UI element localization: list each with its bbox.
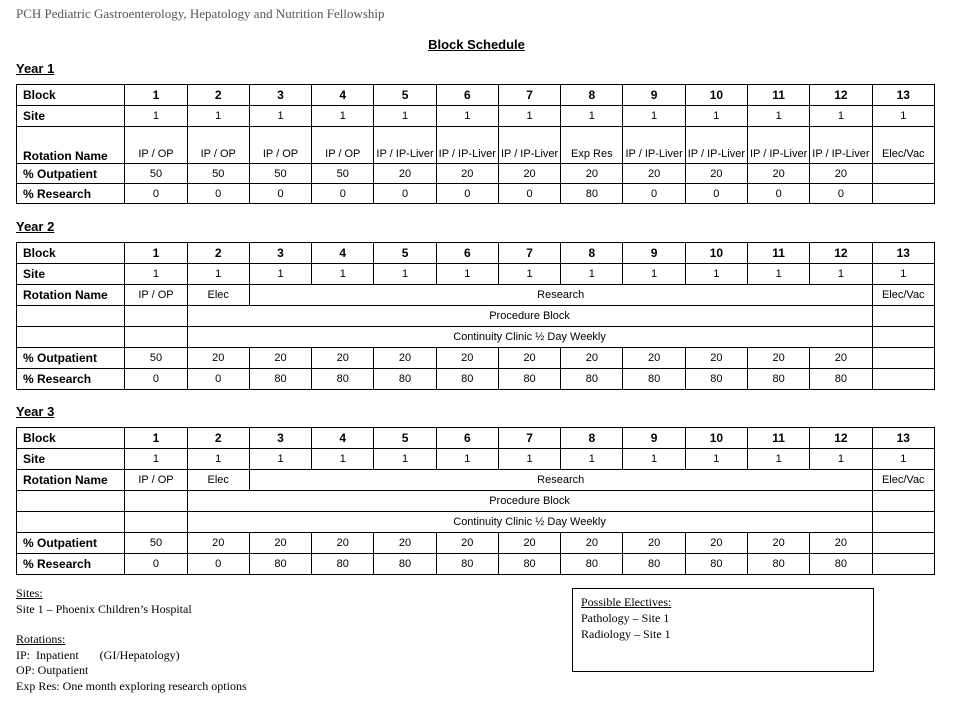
research-cell: 0 bbox=[748, 184, 810, 204]
rotation-research-span: Research bbox=[249, 470, 872, 491]
outpatient-cell: 20 bbox=[312, 348, 374, 369]
site-cell: 1 bbox=[249, 264, 311, 285]
outpatient-cell: 50 bbox=[249, 164, 311, 184]
year2-research-row bbox=[17, 369, 935, 390]
page-title: Block Schedule bbox=[428, 37, 525, 52]
block-number-cell: 5 bbox=[374, 85, 436, 106]
row-label-research: % Research bbox=[17, 554, 125, 575]
site-cell: 1 bbox=[374, 106, 436, 127]
research-cell: 80 bbox=[685, 554, 747, 575]
year3-outpatient-row bbox=[17, 533, 935, 554]
outpatient-cell: 20 bbox=[498, 348, 560, 369]
outpatient-cell: 50 bbox=[125, 533, 187, 554]
block-number-cell: 10 bbox=[685, 85, 747, 106]
block-number-cell: 4 bbox=[312, 85, 374, 106]
research-cell: 0 bbox=[436, 184, 498, 204]
outpatient-cell: 20 bbox=[748, 164, 810, 184]
block-number-cell: 6 bbox=[436, 243, 498, 264]
rotation-cell: Elec/Vac bbox=[872, 285, 934, 306]
site-cell: 1 bbox=[623, 449, 685, 470]
elective-item: Radiology – Site 1 bbox=[581, 627, 671, 641]
outpatient-cell: 20 bbox=[685, 348, 747, 369]
year3-block-row bbox=[17, 428, 935, 449]
outpatient-cell: 20 bbox=[374, 348, 436, 369]
site-cell: 1 bbox=[312, 264, 374, 285]
research-cell: 80 bbox=[498, 369, 560, 390]
outpatient-cell: 50 bbox=[187, 164, 249, 184]
research-cell: 80 bbox=[685, 369, 747, 390]
research-cell: 80 bbox=[312, 554, 374, 575]
site-cell: 1 bbox=[872, 449, 934, 470]
year1-research-row bbox=[17, 184, 935, 204]
year3-procedure-row bbox=[17, 491, 935, 512]
research-cell: 0 bbox=[374, 184, 436, 204]
site-cell: 1 bbox=[748, 264, 810, 285]
row-label-research: % Research bbox=[17, 184, 125, 204]
year3-site-row bbox=[17, 449, 935, 470]
block-number-cell: 8 bbox=[561, 428, 623, 449]
year2-clinic-row bbox=[17, 327, 935, 348]
block-number-cell: 2 bbox=[187, 85, 249, 106]
outpatient-cell: 20 bbox=[374, 164, 436, 184]
year2-table bbox=[16, 242, 935, 390]
rotation-cell: IP / IP-Liver bbox=[623, 127, 685, 164]
rotations-heading: Rotations: bbox=[16, 632, 66, 646]
block-number-cell: 11 bbox=[748, 85, 810, 106]
outpatient-cell: 50 bbox=[125, 348, 187, 369]
site-cell: 1 bbox=[810, 106, 872, 127]
rotation-cell: Elec bbox=[187, 470, 249, 491]
rotation-cell: IP / IP-Liver bbox=[374, 127, 436, 164]
research-cell: 0 bbox=[498, 184, 560, 204]
block-number-cell: 2 bbox=[187, 243, 249, 264]
year2-site-row bbox=[17, 264, 935, 285]
rotation-cell: IP / OP bbox=[125, 470, 187, 491]
site-cell: 1 bbox=[685, 106, 747, 127]
research-cell: 80 bbox=[374, 554, 436, 575]
outpatient-cell: 20 bbox=[561, 164, 623, 184]
elective-item: Pathology – Site 1 bbox=[581, 611, 670, 625]
site-cell: 1 bbox=[685, 264, 747, 285]
site-cell: 1 bbox=[561, 449, 623, 470]
rotation-cell: IP / IP-Liver bbox=[498, 127, 560, 164]
year1-label: Year 1 bbox=[16, 61, 55, 76]
year3-table bbox=[16, 427, 935, 575]
block-number-cell: 9 bbox=[623, 428, 685, 449]
row-label-outpatient: % Outpatient bbox=[17, 533, 125, 554]
outpatient-cell: 20 bbox=[685, 164, 747, 184]
outpatient-cell: 20 bbox=[561, 533, 623, 554]
site-cell: 1 bbox=[498, 106, 560, 127]
block-number-cell: 6 bbox=[436, 428, 498, 449]
block-number-cell: 10 bbox=[685, 243, 747, 264]
year3-rotation-row bbox=[17, 470, 935, 491]
site-cell: 1 bbox=[374, 264, 436, 285]
year2-procedure-row bbox=[17, 306, 935, 327]
block-number-cell: 7 bbox=[498, 85, 560, 106]
site-cell: 1 bbox=[436, 264, 498, 285]
block-number-cell: 8 bbox=[561, 243, 623, 264]
site-cell: 1 bbox=[872, 264, 934, 285]
year2-outpatient-row bbox=[17, 348, 935, 369]
row-label-rotation: Rotation Name bbox=[17, 285, 125, 306]
rotation-research-span: Research bbox=[249, 285, 872, 306]
block-number-cell: 13 bbox=[872, 243, 934, 264]
block-number-cell: 3 bbox=[249, 243, 311, 264]
research-cell: 80 bbox=[249, 369, 311, 390]
outpatient-cell: 20 bbox=[374, 533, 436, 554]
continuity-clinic: Continuity Clinic ½ Day Weekly bbox=[187, 327, 872, 348]
rotation-cell: IP / OP bbox=[125, 127, 187, 164]
block-number-cell: 4 bbox=[312, 428, 374, 449]
site-cell: 1 bbox=[436, 449, 498, 470]
site-cell: 1 bbox=[187, 264, 249, 285]
outpatient-cell: 20 bbox=[498, 164, 560, 184]
site-cell: 1 bbox=[249, 106, 311, 127]
site-cell: 1 bbox=[374, 449, 436, 470]
research-cell: 80 bbox=[623, 369, 685, 390]
rotation-cell: IP / IP-Liver bbox=[810, 127, 872, 164]
block-number-cell: 3 bbox=[249, 428, 311, 449]
outpatient-cell: 20 bbox=[436, 533, 498, 554]
block-number-cell: 6 bbox=[436, 85, 498, 106]
research-cell: 0 bbox=[623, 184, 685, 204]
block-number-cell: 13 bbox=[872, 85, 934, 106]
outpatient-cell: 20 bbox=[498, 533, 560, 554]
research-cell: 0 bbox=[125, 554, 187, 575]
research-cell: 0 bbox=[125, 369, 187, 390]
row-label-outpatient: % Outpatient bbox=[17, 164, 125, 184]
electives-box bbox=[572, 588, 874, 672]
row-label-block: Block bbox=[17, 428, 125, 449]
outpatient-cell: 20 bbox=[748, 348, 810, 369]
outpatient-cell: 20 bbox=[623, 348, 685, 369]
procedure-block: Procedure Block bbox=[187, 306, 872, 327]
block-number-cell: 12 bbox=[810, 243, 872, 264]
block-number-cell: 8 bbox=[561, 85, 623, 106]
outpatient-cell bbox=[872, 533, 934, 554]
research-cell: 80 bbox=[374, 369, 436, 390]
block-number-cell: 9 bbox=[623, 243, 685, 264]
year2-rotation-row bbox=[17, 285, 935, 306]
document-header: PCH Pediatric Gastroenterology, Hepatology and Nutrition Fellowship bbox=[16, 6, 385, 21]
year1-table bbox=[16, 84, 935, 204]
research-cell: 80 bbox=[810, 369, 872, 390]
block-number-cell: 13 bbox=[872, 428, 934, 449]
block-number-cell: 1 bbox=[125, 243, 187, 264]
electives-heading: Possible Electives: bbox=[581, 595, 672, 609]
research-cell: 0 bbox=[312, 184, 374, 204]
site-cell: 1 bbox=[125, 106, 187, 127]
rotation-cell: IP / OP bbox=[125, 285, 187, 306]
op-note: OP: Outpatient bbox=[16, 663, 89, 677]
research-cell: 0 bbox=[685, 184, 747, 204]
outpatient-cell: 20 bbox=[748, 533, 810, 554]
site-cell: 1 bbox=[810, 449, 872, 470]
block-number-cell: 11 bbox=[748, 243, 810, 264]
expres-note: Exp Res: One month exploring research options bbox=[16, 678, 247, 693]
site-cell: 1 bbox=[187, 449, 249, 470]
row-label-site: Site bbox=[17, 264, 125, 285]
research-cell: 80 bbox=[249, 554, 311, 575]
site-cell: 1 bbox=[125, 449, 187, 470]
row-label-site: Site bbox=[17, 449, 125, 470]
site-cell: 1 bbox=[623, 106, 685, 127]
outpatient-cell: 50 bbox=[312, 164, 374, 184]
ip-note: IP: Inpatient (GI/Hepatology) bbox=[16, 647, 180, 662]
block-number-cell: 1 bbox=[125, 428, 187, 449]
outpatient-cell: 20 bbox=[312, 533, 374, 554]
row-label-rotation: Rotation Name bbox=[17, 470, 125, 491]
row-label-block: Block bbox=[17, 243, 125, 264]
block-number-cell: 5 bbox=[374, 428, 436, 449]
procedure-block: Procedure Block bbox=[187, 491, 872, 512]
outpatient-cell: 20 bbox=[623, 164, 685, 184]
site-cell: 1 bbox=[561, 264, 623, 285]
row-label-site: Site bbox=[17, 106, 125, 127]
rotation-cell: Elec/Vac bbox=[872, 127, 934, 164]
block-number-cell: 11 bbox=[748, 428, 810, 449]
year1-block-row bbox=[17, 85, 935, 106]
site-cell: 1 bbox=[187, 106, 249, 127]
row-label-outpatient: % Outpatient bbox=[17, 348, 125, 369]
research-cell: 80 bbox=[561, 184, 623, 204]
outpatient-cell: 20 bbox=[810, 164, 872, 184]
site-cell: 1 bbox=[498, 264, 560, 285]
year2-block-row bbox=[17, 243, 935, 264]
research-cell: 80 bbox=[312, 369, 374, 390]
site-cell: 1 bbox=[623, 264, 685, 285]
research-cell bbox=[872, 184, 934, 204]
outpatient-cell: 50 bbox=[125, 164, 187, 184]
row-label-block: Block bbox=[17, 85, 125, 106]
block-number-cell: 12 bbox=[810, 428, 872, 449]
rotation-cell: IP / OP bbox=[187, 127, 249, 164]
research-cell: 80 bbox=[623, 554, 685, 575]
site-cell: 1 bbox=[872, 106, 934, 127]
outpatient-cell: 20 bbox=[187, 348, 249, 369]
outpatient-cell: 20 bbox=[561, 348, 623, 369]
rotation-cell: IP / OP bbox=[312, 127, 374, 164]
row-label-rotation: Rotation Name bbox=[17, 127, 125, 164]
year3-label: Year 3 bbox=[16, 404, 55, 419]
research-cell: 0 bbox=[249, 184, 311, 204]
year2-label: Year 2 bbox=[16, 219, 55, 234]
footer-notes bbox=[16, 586, 247, 694]
block-number-cell: 4 bbox=[312, 243, 374, 264]
research-cell: 80 bbox=[561, 369, 623, 390]
block-number-cell: 9 bbox=[623, 85, 685, 106]
site1-note: Site 1 – Phoenix Children’s Hospital bbox=[16, 601, 192, 616]
continuity-clinic: Continuity Clinic ½ Day Weekly bbox=[187, 512, 872, 533]
block-number-cell: 10 bbox=[685, 428, 747, 449]
outpatient-cell: 20 bbox=[249, 348, 311, 369]
site-cell: 1 bbox=[436, 106, 498, 127]
research-cell: 0 bbox=[125, 184, 187, 204]
research-cell bbox=[872, 369, 934, 390]
rotation-cell: Elec bbox=[187, 285, 249, 306]
year1-rotation-row bbox=[17, 127, 935, 164]
outpatient-cell: 20 bbox=[249, 533, 311, 554]
research-cell: 0 bbox=[187, 369, 249, 390]
rotation-cell: IP / OP bbox=[249, 127, 311, 164]
outpatient-cell: 20 bbox=[810, 348, 872, 369]
year1-outpatient-row bbox=[17, 164, 935, 184]
site-cell: 1 bbox=[748, 449, 810, 470]
site-cell: 1 bbox=[498, 449, 560, 470]
row-label-research: % Research bbox=[17, 369, 125, 390]
research-cell: 0 bbox=[810, 184, 872, 204]
research-cell: 80 bbox=[498, 554, 560, 575]
block-number-cell: 7 bbox=[498, 428, 560, 449]
outpatient-cell bbox=[872, 348, 934, 369]
site-cell: 1 bbox=[561, 106, 623, 127]
research-cell: 80 bbox=[436, 554, 498, 575]
year1-site-row bbox=[17, 106, 935, 127]
rotation-cell: Exp Res bbox=[561, 127, 623, 164]
outpatient-cell: 20 bbox=[685, 533, 747, 554]
site-cell: 1 bbox=[249, 449, 311, 470]
research-cell: 80 bbox=[748, 554, 810, 575]
rotation-cell: IP / IP-Liver bbox=[748, 127, 810, 164]
outpatient-cell: 20 bbox=[623, 533, 685, 554]
block-number-cell: 5 bbox=[374, 243, 436, 264]
outpatient-cell bbox=[872, 164, 934, 184]
site-cell: 1 bbox=[312, 449, 374, 470]
research-cell: 80 bbox=[436, 369, 498, 390]
outpatient-cell: 20 bbox=[810, 533, 872, 554]
block-number-cell: 12 bbox=[810, 85, 872, 106]
site-cell: 1 bbox=[748, 106, 810, 127]
block-number-cell: 7 bbox=[498, 243, 560, 264]
outpatient-cell: 20 bbox=[187, 533, 249, 554]
research-cell: 80 bbox=[748, 369, 810, 390]
block-number-cell: 1 bbox=[125, 85, 187, 106]
site-cell: 1 bbox=[685, 449, 747, 470]
site-cell: 1 bbox=[810, 264, 872, 285]
year3-research-row bbox=[17, 554, 935, 575]
research-cell bbox=[872, 554, 934, 575]
rotation-cell: IP / IP-Liver bbox=[436, 127, 498, 164]
research-cell: 80 bbox=[561, 554, 623, 575]
research-cell: 0 bbox=[187, 184, 249, 204]
rotation-cell: IP / IP-Liver bbox=[685, 127, 747, 164]
block-number-cell: 3 bbox=[249, 85, 311, 106]
sites-heading: Sites: bbox=[16, 586, 43, 600]
year3-clinic-row bbox=[17, 512, 935, 533]
block-number-cell: 2 bbox=[187, 428, 249, 449]
site-cell: 1 bbox=[125, 264, 187, 285]
research-cell: 0 bbox=[187, 554, 249, 575]
rotation-cell: Elec/Vac bbox=[872, 470, 934, 491]
outpatient-cell: 20 bbox=[436, 348, 498, 369]
research-cell: 80 bbox=[810, 554, 872, 575]
site-cell: 1 bbox=[312, 106, 374, 127]
outpatient-cell: 20 bbox=[436, 164, 498, 184]
